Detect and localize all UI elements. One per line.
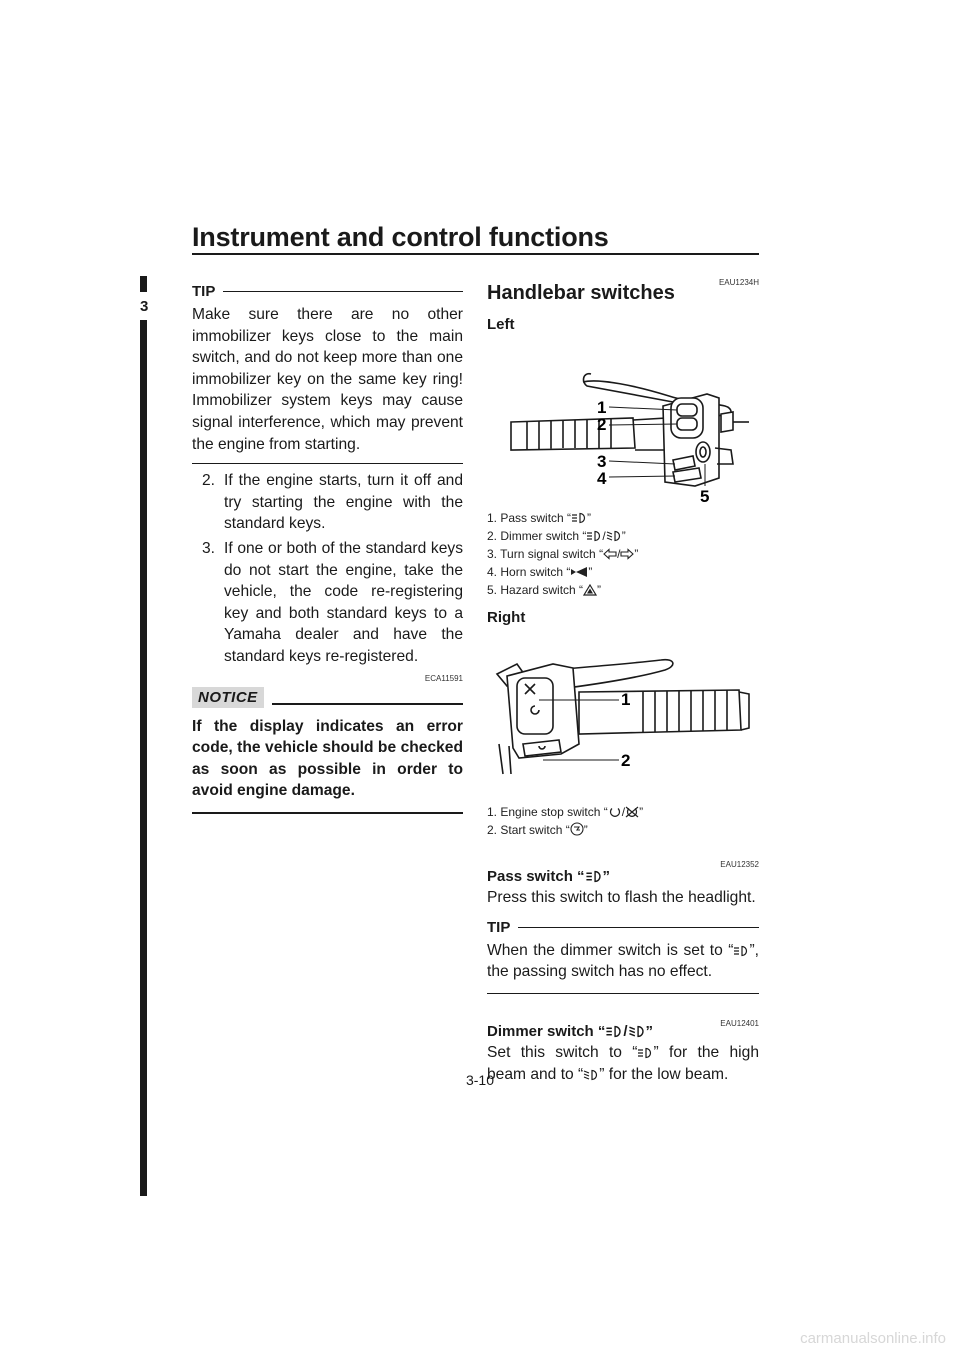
low-beam-icon	[583, 1069, 599, 1081]
pass-switch-text: Press this switch to flash the headlight.	[487, 889, 756, 906]
callout-4: 4	[597, 469, 607, 488]
caption-item: 3. Turn signal switch “ / ”	[487, 547, 639, 561]
callout-1: 1	[597, 398, 607, 417]
notice-end-rule	[192, 812, 463, 814]
callout-3: 3	[597, 452, 607, 471]
hazard-triangle-icon	[583, 584, 597, 596]
left-view-heading: Left	[487, 316, 515, 333]
high-beam-icon	[571, 512, 587, 524]
page-header-title: Instrument and control functions	[192, 222, 609, 252]
caption-item: 4. Horn switch “ ”	[487, 565, 593, 579]
chapter-tab-bar	[140, 276, 147, 1196]
start-icon	[570, 822, 584, 836]
callout-1: 1	[621, 690, 631, 709]
caption-item: 2. Start switch “ ”	[487, 823, 588, 837]
notice-badge: NOTICE	[192, 687, 264, 708]
callout-5: 5	[700, 487, 710, 506]
caption-item: 1. Pass switch “ ”	[487, 511, 592, 525]
list-item	[192, 470, 463, 535]
step-text: If the engine starts, turn it off and try starting the engine with the standard keys.	[224, 472, 463, 533]
tip-end-rule	[487, 993, 759, 994]
caption-item: 1. Engine stop switch “ / ”	[487, 805, 644, 819]
caption-item: 2. Dimmer switch “ / ”	[487, 529, 626, 543]
low-beam-icon	[628, 1025, 646, 1038]
list-item	[192, 538, 463, 668]
pass-switch-section	[487, 868, 759, 994]
right-view-captions	[487, 803, 759, 839]
high-beam-icon	[585, 870, 603, 883]
tip-text: Make sure there are no other immobilizer keys close to the main switch, and do not keep more than one immobilizer key on the same key ring! Immobilizer system keys may cause signal interference, which may prevent the engine from starting.	[192, 306, 463, 453]
tip-heading	[192, 283, 463, 300]
notice-heading	[192, 687, 463, 708]
turn-left-arrow-icon	[603, 548, 617, 560]
step-number: 2.	[202, 472, 216, 490]
step-text: If one or both of the standard keys do not start the engine, take the vehicle, the code re-registering key and both standard keys to a Yamaha dealer and have the standard keys re-registered.	[224, 539, 463, 665]
tip-heading	[487, 919, 759, 936]
engine-run-icon	[608, 806, 622, 818]
right-handlebar-illustration	[487, 634, 759, 794]
left-column	[192, 283, 463, 814]
pass-tip-text: When the dimmer switch is set to “ ”, the passing switch has no effect.	[487, 941, 759, 981]
horn-icon	[570, 566, 588, 578]
low-beam-icon	[606, 530, 622, 542]
watermark: carmanualsonline.info	[800, 1330, 946, 1347]
high-beam-icon	[637, 1047, 653, 1059]
notice-code: ECA11591	[424, 673, 463, 683]
left-handlebar-illustration	[487, 360, 759, 508]
pass-section-code: EAU12352	[720, 860, 759, 869]
dimmer-switch-text: Set this switch to “ ” for the high beam and to “ ” for the low beam.	[487, 1044, 759, 1083]
notice-text: If the display indicates an error code, the vehicle should be checked as soon as possible in order to avoid engine damage.	[192, 717, 463, 800]
section-title: Handlebar switches	[487, 282, 675, 304]
engine-stop-icon	[625, 806, 639, 818]
dimmer-section-code: EAU12401	[720, 1019, 759, 1028]
tip-label: TIP	[487, 918, 511, 936]
step-number: 3.	[202, 539, 216, 557]
high-beam-icon	[605, 1025, 623, 1038]
header-rule	[192, 253, 759, 255]
chapter-number: 3	[140, 298, 149, 315]
turn-right-arrow-icon	[620, 548, 634, 560]
section-code: EAU1234H	[718, 278, 759, 287]
high-beam-icon	[586, 530, 602, 542]
tip-label: TIP	[192, 283, 216, 300]
caption-item: 5. Hazard switch “ ”	[487, 583, 602, 597]
high-beam-icon	[733, 945, 749, 957]
pass-switch-heading: Pass switch “ ”	[487, 868, 611, 885]
left-view-captions	[487, 509, 759, 599]
tip-end-rule	[192, 463, 463, 464]
callout-2: 2	[621, 751, 631, 770]
dimmer-switch-section	[487, 1023, 759, 1085]
callout-2: 2	[597, 415, 607, 434]
steps-list	[192, 470, 463, 667]
page-number: 3-10	[465, 1072, 495, 1088]
right-view-heading: Right	[487, 609, 526, 626]
dimmer-switch-heading: Dimmer switch “ / ”	[487, 1023, 654, 1040]
